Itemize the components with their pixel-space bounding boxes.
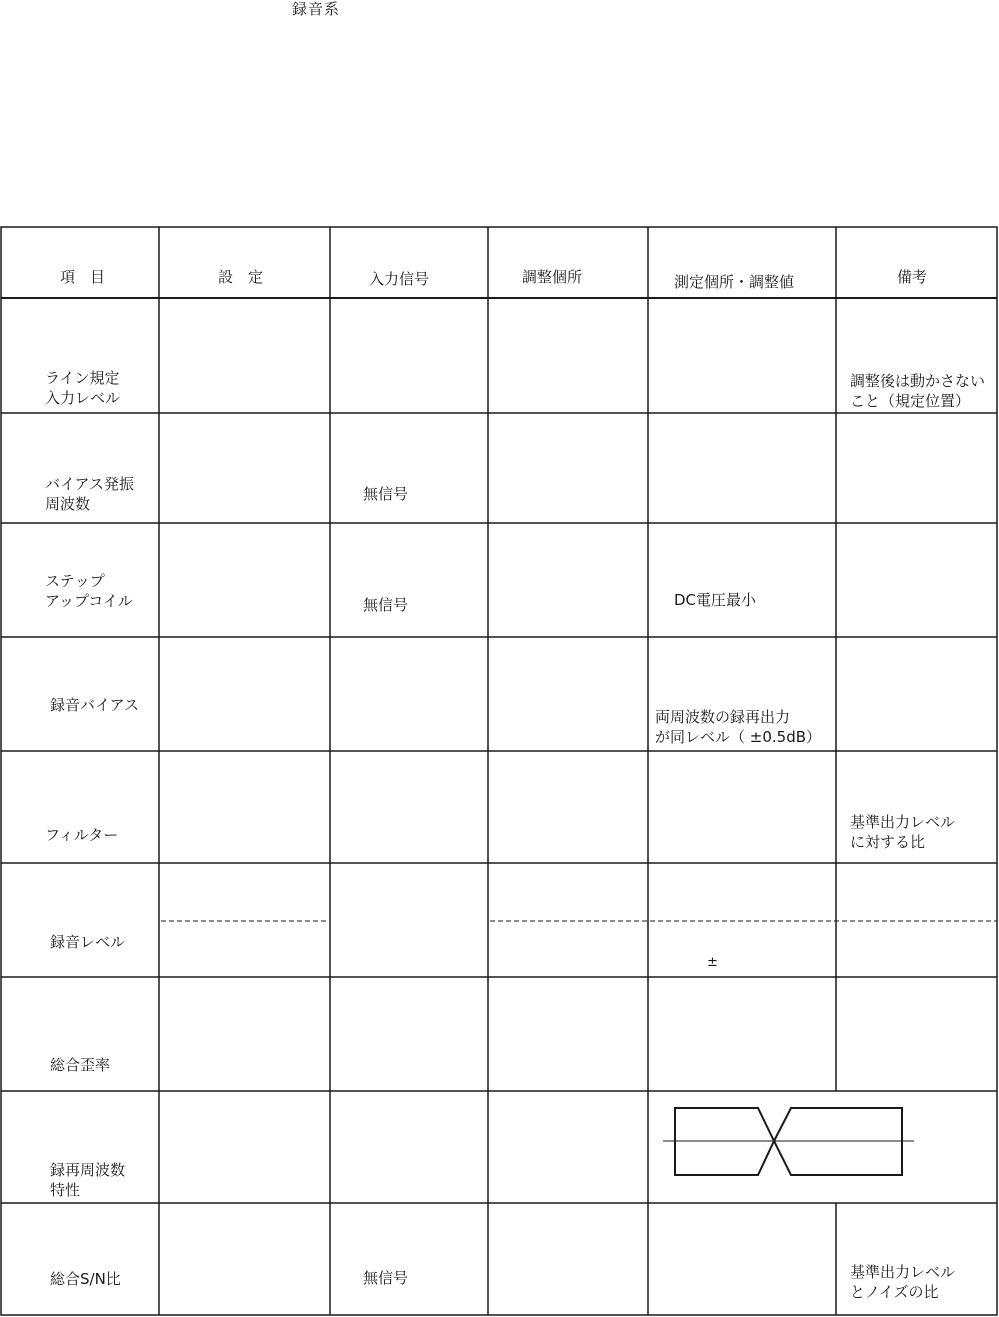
row-remarks: 基準出力レベル に対する比 xyxy=(850,813,956,851)
header-remarks: 備考 xyxy=(897,268,928,286)
row-item: ステップ アップコイル xyxy=(45,572,133,610)
row-input-signal: 無信号 xyxy=(363,596,409,614)
row-item: 録音バイアス xyxy=(50,696,139,714)
header-setting: 設 定 xyxy=(218,268,264,286)
row-item: 総合歪率 xyxy=(50,1056,111,1074)
row-measure: DC電圧最小 xyxy=(674,591,757,609)
row-input-signal: 無信号 xyxy=(363,485,409,503)
row-measure: ± xyxy=(707,955,718,970)
row-item: ライン規定 入力レベル xyxy=(45,369,121,407)
row-item: フィルター xyxy=(45,826,119,844)
header-item: 項 目 xyxy=(60,268,106,286)
row-remarks: 調整後は動かさない こと（規定位置） xyxy=(850,372,986,410)
row-item: 総合S/N比 xyxy=(50,1270,121,1288)
row-item: バイアス発振 周波数 xyxy=(45,475,134,513)
row-item: 録再周波数 特性 xyxy=(50,1161,126,1199)
header-measure-point: 測定個所・調整値 xyxy=(674,273,795,291)
row-remarks: 基準出力レベル とノイズの比 xyxy=(850,1263,956,1301)
row-measure: 両周波数の録再出力 が同レベル（ ±0.5dB） xyxy=(655,708,822,746)
table-frame xyxy=(1,227,997,1315)
header-adjust-point: 調整個所 xyxy=(522,268,583,286)
header-input-signal: 入力信号 xyxy=(369,270,430,288)
row-input-signal: 無信号 xyxy=(363,1269,409,1287)
row-item: 録音レベル xyxy=(50,933,126,951)
page-title: 録音系 xyxy=(292,0,341,18)
